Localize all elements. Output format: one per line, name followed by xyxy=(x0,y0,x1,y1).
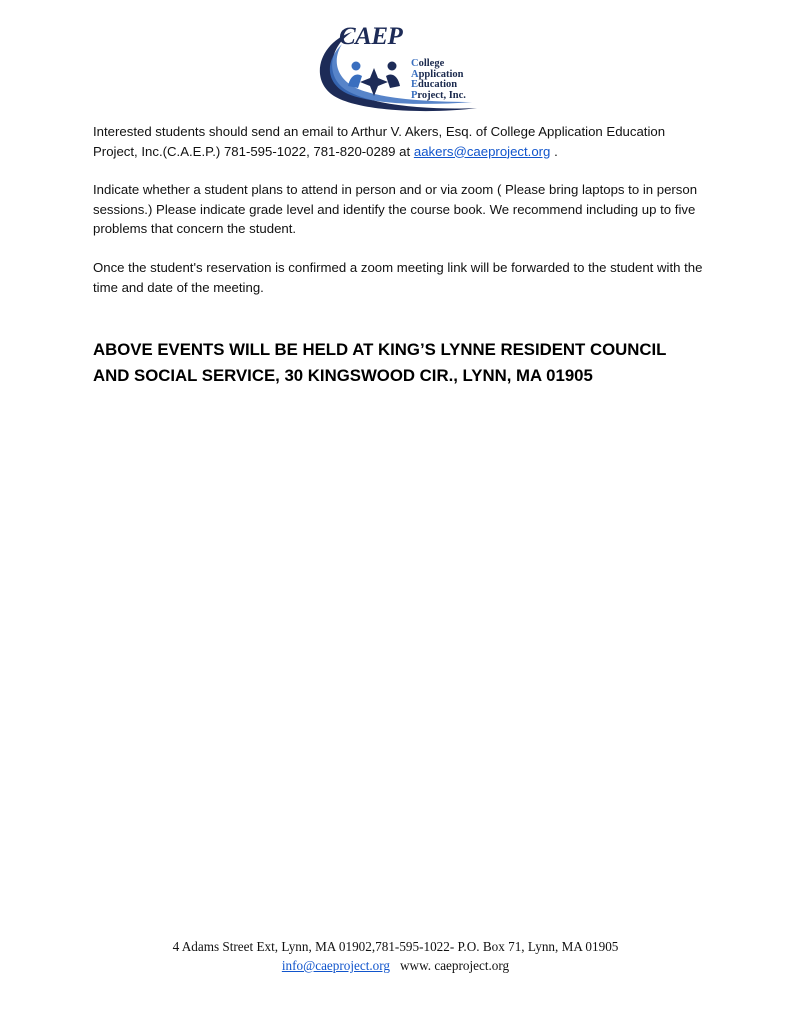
logo-line-project: Project, Inc. xyxy=(411,89,466,101)
contact-text-end: . xyxy=(550,143,558,159)
confirmation-paragraph: Once the student's reservation is confirmed a zoom meeting link will be forwarded to the student with the time and date of the meeting. xyxy=(93,260,703,295)
logo-line-college: College xyxy=(411,58,445,69)
logo-line-application: Application xyxy=(411,68,464,80)
footer-address: 4 Adams Street Ext, Lynn, MA 01902,781-595-1022- P.O. Box 71, Lynn, MA 01905 xyxy=(172,939,619,954)
contact-text: Interested students should send an email to Arthur V. Akers, Esq. of College Application Education Project, Inc.(C.A.E.P.) 781-595-1022, 781-820-0289 at xyxy=(93,124,666,159)
instructions-paragraph: Indicate whether a student plans to attend in person and or via zoom ( Please bring laptops to in person sessions.) Please indicate grade level and identify the course book. We recommend including up to five problems that concern the student. xyxy=(93,182,698,236)
contact-paragraph xyxy=(93,122,713,161)
event-location-heading: ABOVE EVENTS WILL BE HELD AT KING’S LYNNE RESIDENT COUNCIL AND SOCIAL SERVICE, 30 KINGSWOOD CIR., LYNN, MA 01905 xyxy=(93,340,667,385)
contact-email-link[interactable]: aakers@caeproject.org xyxy=(413,143,551,159)
footer-contact xyxy=(0,956,791,975)
footer-website[interactable]: www. caeproject.org xyxy=(400,958,510,973)
logo-acronym: CAEP xyxy=(339,23,403,50)
footer xyxy=(0,937,791,975)
caep-logo xyxy=(312,24,482,116)
logo-name xyxy=(411,59,466,101)
footer-email-link[interactable]: info@caeproject.org xyxy=(281,958,391,973)
logo-line-education: Education xyxy=(411,79,458,90)
